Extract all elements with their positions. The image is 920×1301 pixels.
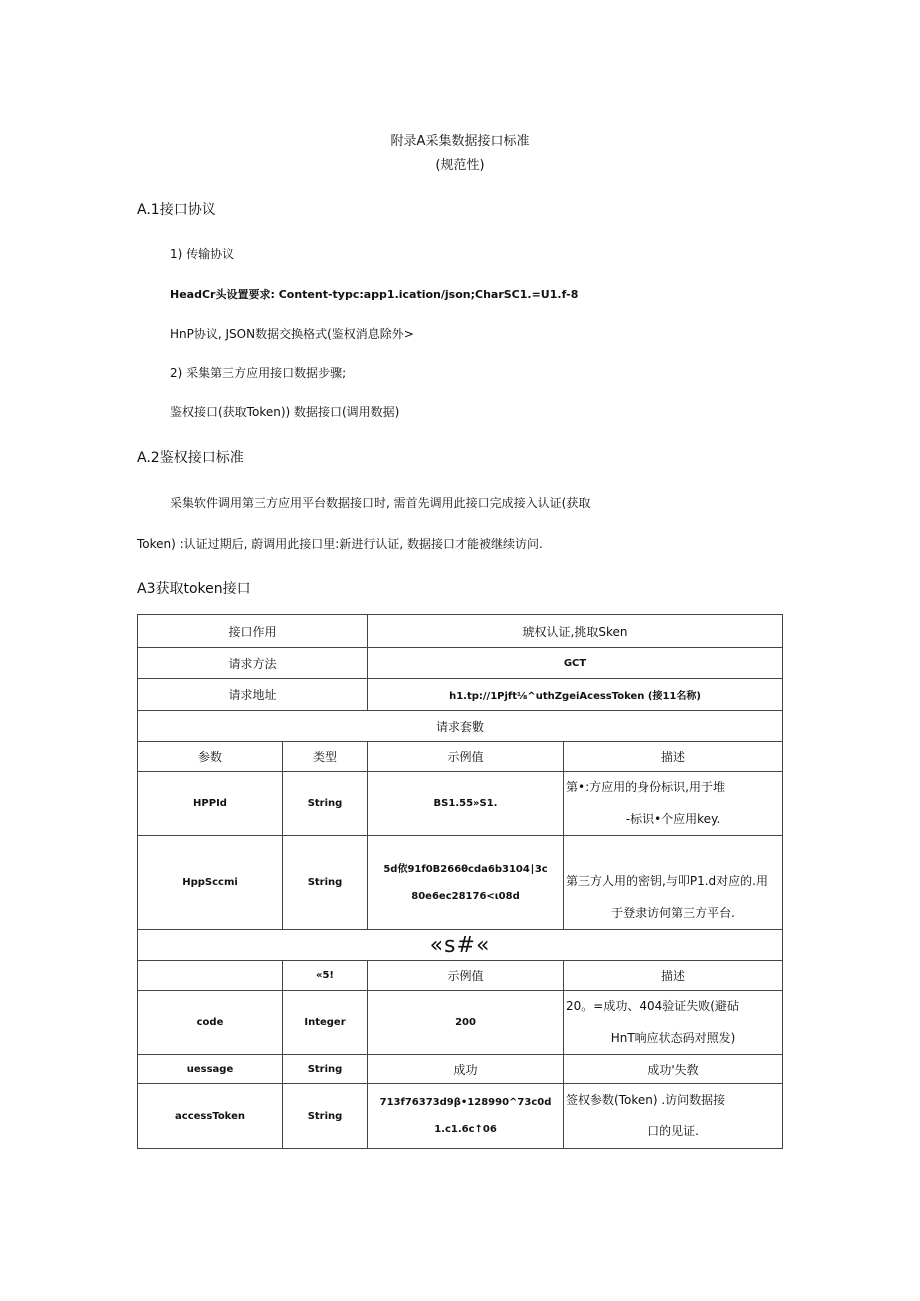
param-example-line2: 80e6ec28176<ι08d	[411, 890, 520, 902]
section-a2-heading: A.2鉴权接口标准	[137, 450, 244, 466]
resp-param-desc-line2: 口的见证.	[647, 1124, 699, 1138]
resp-param-type: String	[283, 1055, 368, 1084]
token-interface-table	[137, 614, 783, 1149]
col-header-desc: 描述	[564, 742, 783, 772]
resp-param-example-line2: 1.c1.6c↑06	[434, 1124, 497, 1135]
resp-param-type: Integer	[283, 991, 368, 1055]
resp-param-name: uessage	[138, 1055, 283, 1084]
request-method-label: 请求方法	[138, 648, 368, 679]
param-name: HppSccmi	[138, 836, 283, 930]
a1-protocol-format: HnP协议, JSON数据交换格式(鉴权消息除外>	[170, 327, 414, 341]
table-row	[138, 930, 783, 961]
a2-paragraph-line1: 采集软件调用第三方应用平台数据接口时, 需首先调用此接口完成接入认证(获取	[170, 496, 591, 510]
param-example-line1: 5d依91f0B266θcda6b3104∣3c	[383, 863, 548, 875]
param-type: String	[283, 772, 368, 836]
resp-param-desc-line1: 签权参数(Token) .访问数据接	[566, 1092, 726, 1107]
request-url-value: h1.tp://1Pjft⅛^uthZgeiAcessToken (接11名称)	[368, 679, 783, 711]
param-desc-line2: -标识•个应用key.	[625, 811, 721, 826]
table-row	[138, 615, 783, 648]
a1-item1: 1) 传输协议	[170, 247, 235, 261]
param-example	[368, 836, 564, 930]
resp-col-header-desc: 描述	[564, 961, 783, 991]
a1-steps: 鉴权接口(获取Token)) 数据接口(调用数据)	[170, 405, 400, 419]
col-header-param: 参数	[138, 742, 283, 772]
table-row	[138, 836, 783, 930]
param-desc-line1: 第•:方应用的身份标识,用于堆	[566, 780, 725, 795]
resp-col-header-example: 示例值	[368, 961, 564, 991]
section-a3-heading: A3获取token接口	[137, 581, 251, 597]
a1-header-setting: HeadCr头设置要求: Content-typc:app1.ication/json;CharSC1.=U1.f-8	[170, 288, 579, 301]
table-row	[138, 772, 783, 836]
col-header-type: 类型	[283, 742, 368, 772]
col-header-example: 示例值	[368, 742, 564, 772]
param-type: String	[283, 836, 368, 930]
a1-item2: 2) 采集第三方应用接口数据步骤;	[170, 366, 347, 380]
resp-param-desc-line2: HnT响应状态码对照发)	[610, 1030, 736, 1045]
resp-param-example	[368, 1084, 564, 1149]
appendix-title: 附录A采集数据接口标准	[390, 134, 530, 149]
response-params-title: «s#«	[138, 930, 783, 961]
resp-col-header-param	[138, 961, 283, 991]
request-method-value: GCT	[368, 648, 783, 679]
table-row	[138, 991, 783, 1055]
table-row	[138, 648, 783, 679]
table-header-row	[138, 742, 783, 772]
param-desc-line1: 第三方人用的密钥,与叩P1.d对应的.用	[566, 874, 768, 889]
param-example: BS1.55»S1.	[368, 772, 564, 836]
appendix-subtitle: (规范性)	[435, 158, 485, 173]
request-params-title: 请求套數	[138, 711, 783, 742]
interface-purpose-label: 接口作用	[138, 615, 368, 648]
resp-param-desc-line1: 20。=成功、404验证失败(避砧	[566, 999, 739, 1014]
resp-param-example: 成功	[368, 1055, 564, 1084]
resp-param-desc	[564, 991, 783, 1055]
a2-paragraph-line2: Token) :认证过期后, 蔚调用此接口里:新进行认证, 数据接口才能被继续访问.	[137, 537, 543, 551]
param-desc	[564, 836, 783, 930]
param-desc	[564, 772, 783, 836]
resp-param-type: String	[283, 1084, 368, 1149]
table-row	[138, 1084, 783, 1149]
table-row	[138, 711, 783, 742]
param-desc-line2: 于登隶访何第三方平台.	[611, 905, 735, 920]
table-row	[138, 679, 783, 711]
resp-param-desc: 成功'失敎	[564, 1055, 783, 1084]
resp-col-header-type: «5!	[283, 961, 368, 991]
request-url-label: 请求地址	[138, 679, 368, 711]
resp-param-name: accessToken	[138, 1084, 283, 1149]
resp-param-example: 200	[368, 991, 564, 1055]
table-header-row	[138, 961, 783, 991]
section-a1-heading: A.1接口协议	[137, 202, 216, 218]
param-name: HPPId	[138, 772, 283, 836]
resp-param-desc	[564, 1084, 783, 1149]
interface-purpose-value: 琥权认证,挑取Sken	[368, 615, 783, 648]
table-row	[138, 1055, 783, 1084]
resp-param-example-line1: 713f76373d9β•128990^73c0d	[379, 1097, 552, 1108]
resp-param-name: code	[138, 991, 283, 1055]
